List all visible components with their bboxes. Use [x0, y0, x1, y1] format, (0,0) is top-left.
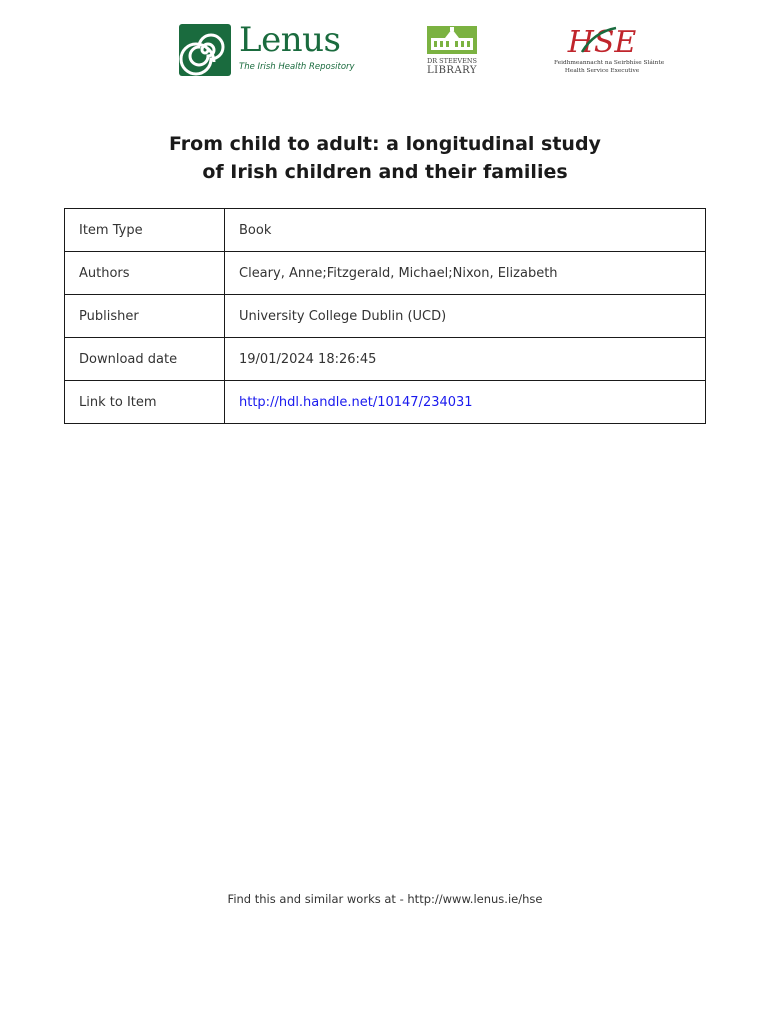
lenus-spiral-icon — [179, 24, 231, 76]
steevens-line2: LIBRARY — [426, 65, 477, 76]
download-date-label: Download date — [65, 338, 225, 381]
item-type-label: Item Type — [65, 209, 225, 252]
item-type-value: Book — [225, 209, 706, 252]
hse-irish-name: Feidhmeannacht na Seirbhíse Sláinte — [554, 60, 665, 66]
authors-label: Authors — [65, 252, 225, 295]
svg-text:HSE: HSE — [567, 25, 637, 58]
lenus-wordmark: Lenus — [239, 20, 341, 60]
title-line-1: From child to adult: a longitudinal study — [169, 133, 601, 155]
table-row — [65, 209, 706, 252]
table-row — [65, 338, 706, 381]
table-row — [65, 295, 706, 338]
table-row — [65, 381, 706, 424]
publisher-label: Publisher — [65, 295, 225, 338]
steevens-line1: DR STEEVENS — [426, 57, 478, 65]
item-handle-link[interactable]: http://hdl.handle.net/10147/234031 — [239, 394, 473, 410]
link-to-item-cell — [225, 381, 706, 424]
table-row — [65, 252, 706, 295]
title-line-2: of Irish children and their families — [202, 161, 568, 183]
hse-logo[interactable] — [554, 22, 665, 78]
download-date-value: 19/01/2024 18:26:45 — [225, 338, 706, 381]
hse-english-name: Health Service Executive — [564, 68, 640, 74]
steevens-library-logo[interactable] — [425, 24, 479, 76]
logo-bar — [0, 20, 770, 80]
lenus-logo[interactable] — [179, 20, 359, 76]
lenus-tagline: The Irish Health Repository — [239, 62, 355, 72]
publisher-value: University College Dublin (UCD) — [225, 295, 706, 338]
footer-note: Find this and similar works at - http://www.lenus.ie/hse — [227, 892, 543, 906]
metadata-table — [64, 208, 706, 424]
hse-mark-icon — [554, 22, 650, 58]
library-building-icon — [425, 24, 479, 56]
document-title — [85, 130, 685, 186]
authors-value: Cleary, Anne;Fitzgerald, Michael;Nixon, Elizabeth — [225, 252, 706, 295]
link-to-item-label: Link to Item — [65, 381, 225, 424]
